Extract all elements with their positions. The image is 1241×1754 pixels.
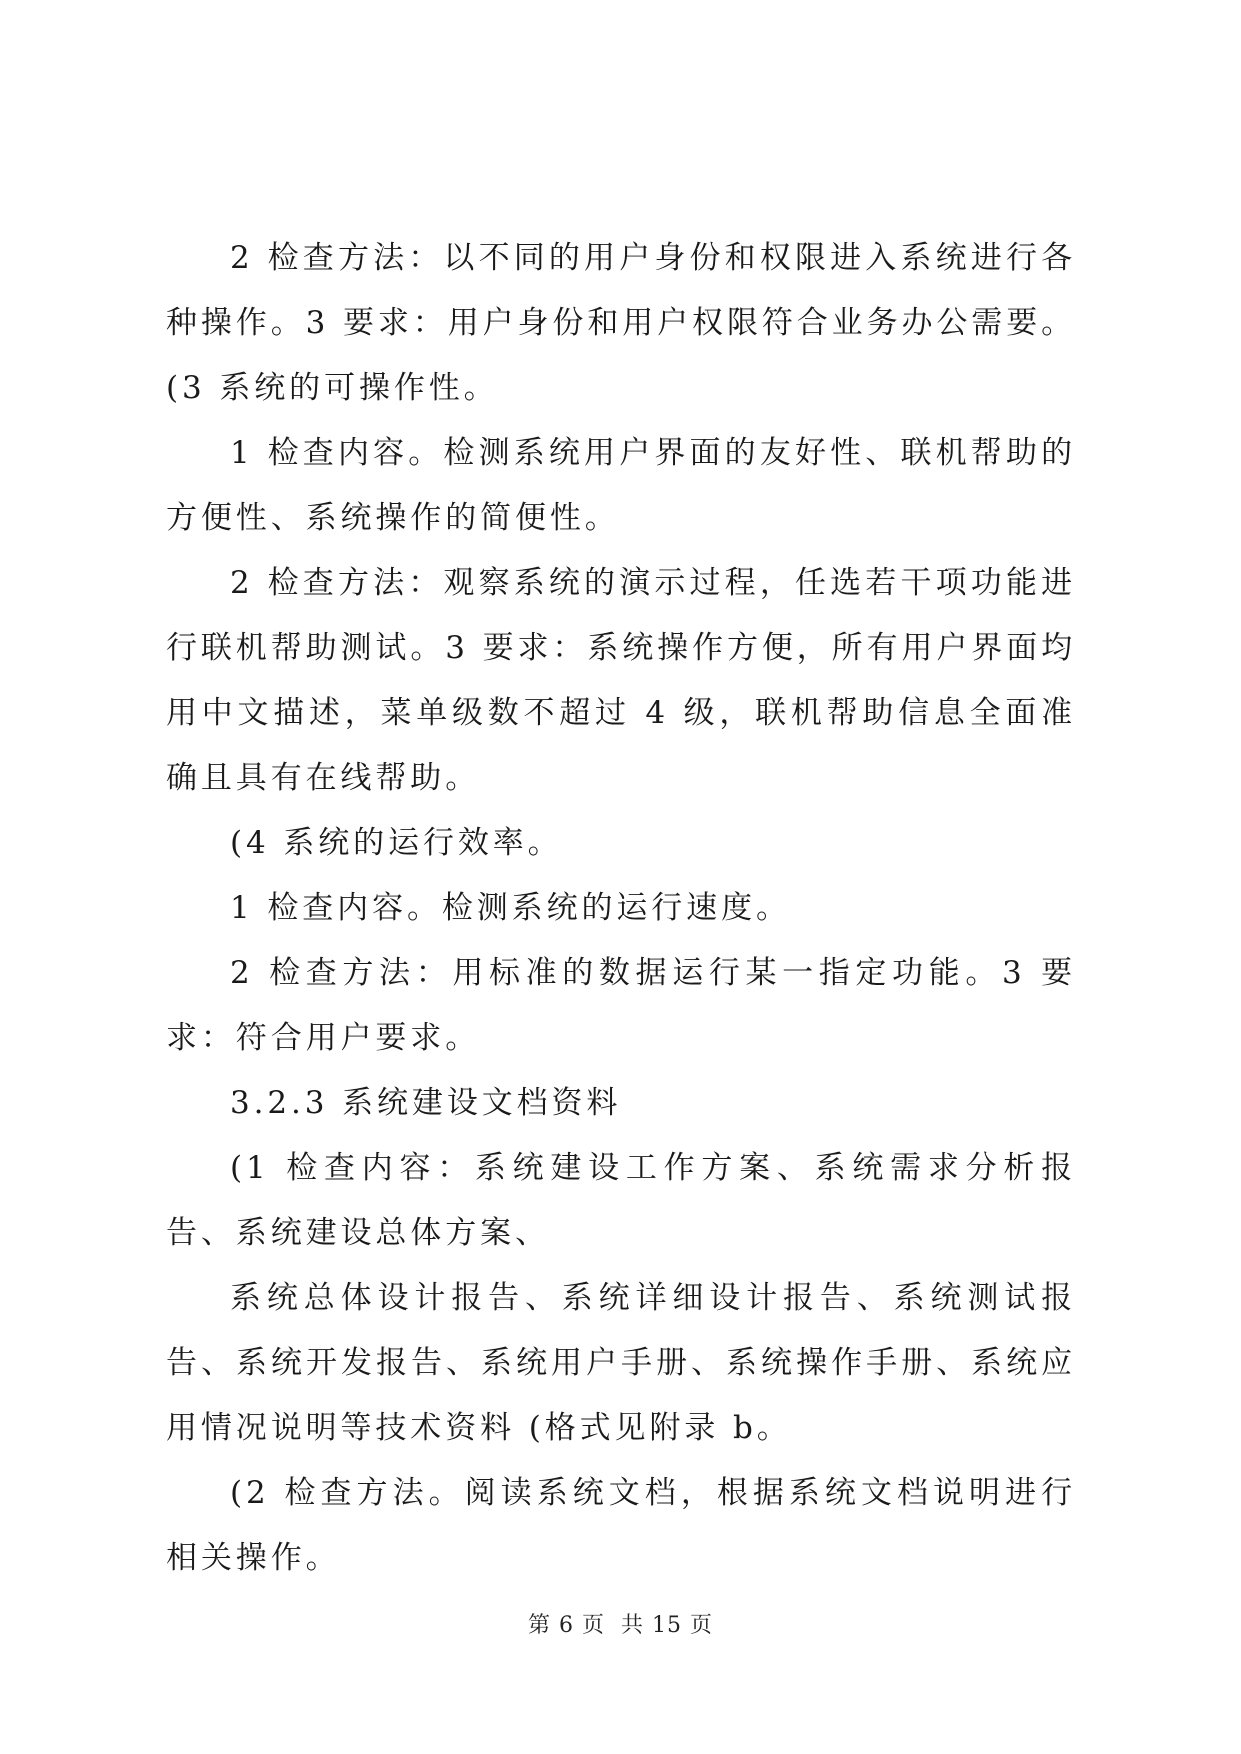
- paragraph: 2 检查方法：用标准的数据运行某一指定功能。3 要求：符合用户要求。: [166, 955, 1076, 1056]
- paragraph: 系统总体设计报告、系统详细设计报告、系统测试报告、系统开发报告、系统用户手册、系统操作手册、系统应用情况说明等技术资料 (格式见附录 b。: [166, 1280, 1076, 1446]
- page-number: 第 6 页: [528, 1613, 605, 1638]
- paragraph: 1 检查内容。检测系统的运行速度。: [230, 890, 791, 926]
- page-total: 共 15 页: [621, 1613, 713, 1638]
- paragraph: (4 系统的运行效率。: [230, 825, 563, 861]
- paragraph: 1 检查内容。检测系统用户界面的友好性、联机帮助的方便性、系统操作的简便性。: [166, 435, 1076, 536]
- page-footer: [0, 1608, 1241, 1639]
- paragraph: (2 检查方法。阅读系统文档，根据系统文档说明进行相关操作。: [166, 1475, 1076, 1576]
- paragraph: 2 检查方法：以不同的用户身份和权限进入系统进行各种操作。3 要求：用户身份和用户权限符合业务办公需要。(3 系统的可操作性。: [166, 240, 1076, 406]
- document-body: [166, 226, 1076, 1591]
- paragraph: 2 检查方法：观察系统的演示过程，任选若干项功能进行联机帮助测试。3 要求：系统操作方便，所有用户界面均用中文描述，菜单级数不超过 4 级，联机帮助信息全面准确且具有在线帮助。: [166, 565, 1076, 796]
- paragraph: (1 检查内容：系统建设工作方案、系统需求分析报告、系统建设总体方案、: [166, 1150, 1076, 1251]
- section-heading: 3.2.3 系统建设文档资料: [230, 1085, 622, 1121]
